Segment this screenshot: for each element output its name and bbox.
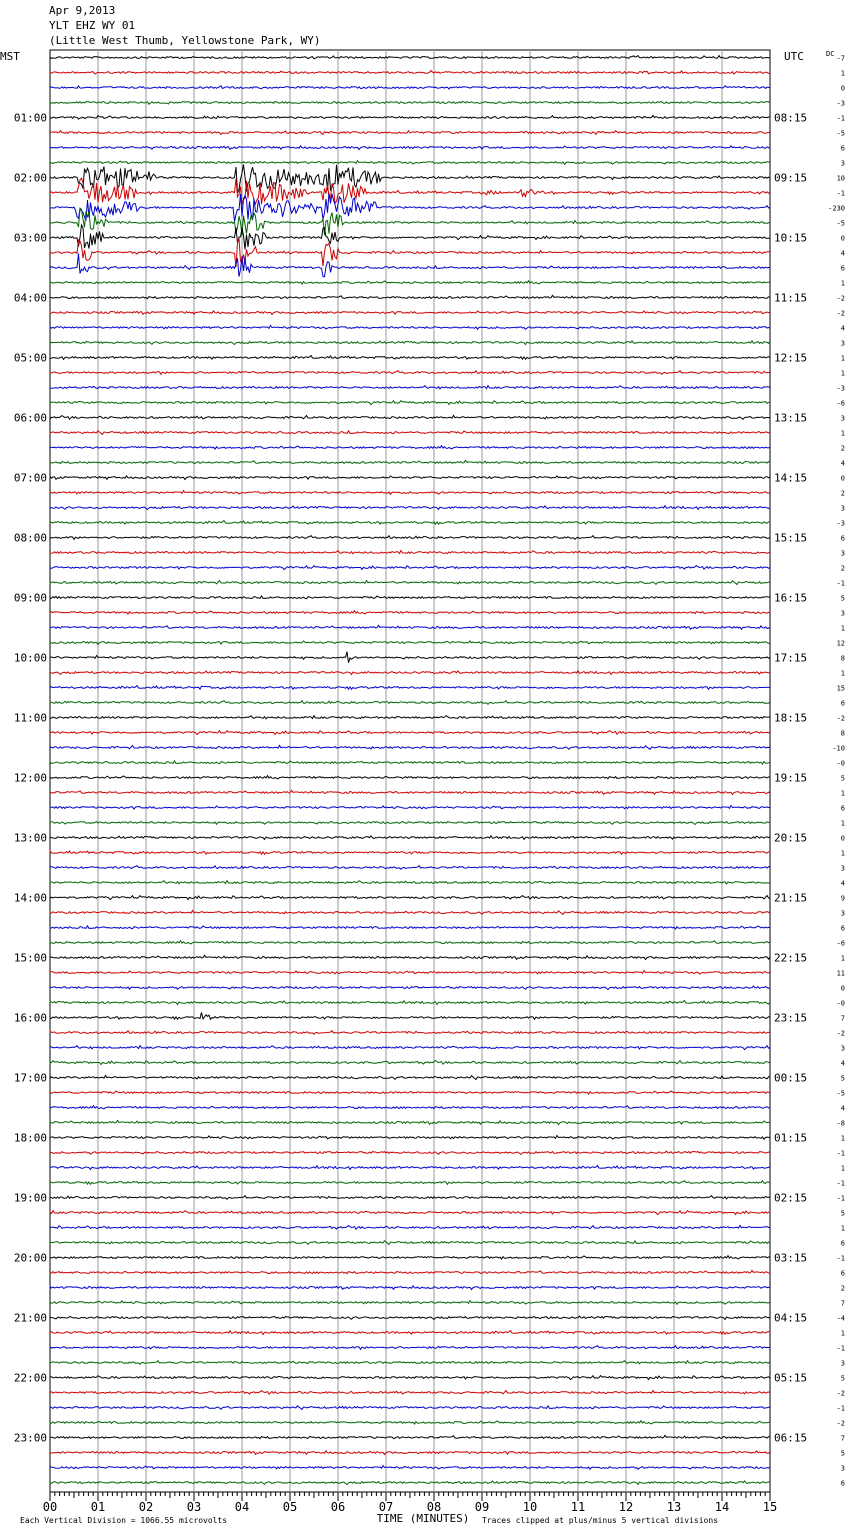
seismic-trace — [50, 311, 770, 315]
seismic-trace — [50, 1301, 770, 1305]
dc-offset-label: -3 — [836, 384, 845, 393]
right-time-label: 03:15 — [774, 1251, 808, 1265]
dc-offset-label: 6 — [840, 264, 845, 273]
dc-offset-label: -8 — [836, 1119, 845, 1128]
dc-offset-label: 6 — [840, 534, 845, 543]
seismic-trace — [50, 566, 770, 570]
dc-offset-label: 3 — [840, 864, 845, 873]
seismic-trace — [50, 866, 770, 870]
right-time-label: 04:15 — [774, 1311, 808, 1325]
dc-offset-label: 1 — [840, 1329, 845, 1338]
dc-offset-label: 5 — [840, 594, 845, 603]
right-time-label: 15:15 — [774, 531, 808, 545]
seismic-trace — [50, 1211, 770, 1215]
x-tick-label: 07 — [378, 1500, 394, 1514]
seismic-trace — [50, 1286, 770, 1290]
dc-offset-label: 0 — [840, 834, 845, 843]
right-time-label: 05:15 — [774, 1371, 808, 1385]
seismic-trace — [50, 356, 770, 360]
dc-offset-label: 3 — [840, 909, 845, 918]
dc-offset-label: -2 — [836, 1389, 845, 1398]
seismic-trace — [50, 401, 770, 405]
left-time-label: 10:00 — [13, 651, 47, 665]
seismic-trace — [50, 1406, 770, 1410]
dc-offset-label: 5 — [840, 774, 845, 783]
dc-offset-label: 4 — [840, 879, 845, 888]
left-time-label: 07:00 — [13, 471, 47, 485]
dc-offset-label: -5 — [836, 1089, 845, 1098]
seismic-trace — [50, 761, 770, 764]
dc-offset-label: 10 — [836, 174, 845, 183]
dc-offset-label: -1 — [836, 1149, 845, 1158]
dc-offset-label: 6 — [840, 804, 845, 813]
dc-offset-label: -1 — [836, 1404, 845, 1413]
x-tick-label: 11 — [570, 1500, 586, 1514]
x-tick-label: 09 — [474, 1500, 490, 1514]
left-time-label: 20:00 — [13, 1251, 47, 1265]
left-time-label: 22:00 — [13, 1371, 47, 1385]
dc-offset-label: 3 — [840, 414, 845, 423]
seismic-trace — [50, 1391, 770, 1395]
left-time-label: 16:00 — [13, 1011, 47, 1025]
dc-offset-label: 2 — [840, 1284, 845, 1293]
seismic-trace — [50, 521, 770, 525]
x-axis-title: TIME (MINUTES) — [376, 1512, 470, 1525]
footer-scale-note: Each Vertical Division = 1066.55 microvolts — [20, 1516, 228, 1525]
dc-offset-label: 5 — [840, 1074, 845, 1083]
dc-offset-label: -6 — [836, 399, 845, 408]
seismic-trace — [50, 716, 770, 719]
x-tick-label: 03 — [186, 1500, 202, 1514]
left-time-label: 03:00 — [13, 231, 47, 245]
dc-offset-label: 6 — [840, 699, 845, 708]
seismic-trace — [50, 238, 770, 267]
seismic-trace — [50, 911, 770, 915]
seismic-trace — [50, 295, 770, 298]
seismic-trace — [50, 1481, 770, 1485]
seismic-trace — [50, 1226, 770, 1230]
left-axis-label: MST — [0, 50, 20, 63]
left-time-label: 14:00 — [13, 891, 47, 905]
dc-offset-label: 1 — [840, 1164, 845, 1173]
x-tick-label: 15 — [762, 1500, 778, 1514]
seismic-trace — [50, 790, 770, 794]
x-tick-label: 05 — [282, 1500, 298, 1514]
dc-offset-label: 4 — [840, 324, 845, 333]
seismic-trace — [50, 164, 770, 193]
seismic-trace — [50, 1046, 770, 1050]
seismic-trace — [50, 460, 770, 463]
seismic-trace — [50, 178, 770, 204]
seismic-trace — [50, 1001, 770, 1005]
left-time-label: 06:00 — [13, 411, 47, 425]
right-time-label: 21:15 — [774, 891, 808, 905]
seismic-trace — [50, 326, 770, 330]
right-time-label: 00:15 — [774, 1071, 808, 1085]
station-code: YLT EHZ WY 01 — [49, 19, 136, 32]
seismic-trace — [50, 926, 770, 929]
right-time-label: 19:15 — [774, 771, 808, 785]
x-tick-label: 08 — [426, 1500, 442, 1514]
dc-offset-label: 3 — [840, 1044, 845, 1053]
dc-offset-label: 8 — [840, 654, 845, 663]
seismic-trace — [50, 671, 770, 675]
seismic-trace — [50, 446, 770, 449]
dc-offset-label: 7 — [840, 1434, 845, 1443]
dc-offset-label: 6 — [840, 1239, 845, 1248]
left-time-label: 19:00 — [13, 1191, 47, 1205]
x-tick-label: 10 — [522, 1500, 538, 1514]
seismic-trace — [50, 193, 770, 221]
dc-offset-label: 1 — [840, 624, 845, 633]
seismic-trace — [50, 1076, 770, 1080]
right-time-label: 22:15 — [774, 951, 808, 965]
dc-offset-label: 5 — [840, 1209, 845, 1218]
seismic-trace — [50, 1241, 770, 1245]
dc-offset-label: 7 — [840, 1299, 845, 1308]
seismic-trace — [50, 431, 770, 435]
right-axis-label: UTC — [784, 50, 804, 63]
seismic-trace — [50, 1181, 770, 1185]
dc-offset-label: 4 — [840, 1059, 845, 1068]
dc-offset-label: -1 — [836, 1194, 845, 1203]
seismic-trace — [50, 506, 770, 510]
dc-offset-label: 6 — [840, 1479, 845, 1488]
seismic-trace — [50, 1421, 770, 1424]
seismic-trace — [50, 986, 770, 990]
seismic-trace — [50, 971, 770, 975]
left-time-label: 11:00 — [13, 711, 47, 725]
left-time-label: 09:00 — [13, 591, 47, 605]
dc-offset-label: -5 — [836, 129, 845, 138]
seismic-trace — [50, 1256, 770, 1259]
dc-offset-label: -1 — [836, 1254, 845, 1263]
seismic-trace — [50, 131, 770, 135]
left-time-label: 21:00 — [13, 1311, 47, 1325]
seismic-trace — [50, 836, 770, 840]
dc-offset-label: 1 — [840, 669, 845, 678]
seismic-trace — [50, 1151, 770, 1155]
dc-offset-label: -1 — [836, 579, 845, 588]
seismic-trace — [50, 1361, 770, 1365]
dc-offset-label: -5 — [836, 219, 845, 228]
seismic-trace — [50, 686, 770, 690]
dc-offset-label: 4 — [840, 459, 845, 468]
seismic-trace — [50, 386, 770, 389]
dc-offset-label: -1 — [836, 189, 845, 198]
x-tick-label: 01 — [90, 1500, 106, 1514]
right-time-label: 13:15 — [774, 411, 808, 425]
x-tick-label: 13 — [666, 1500, 682, 1514]
right-time-label: 11:15 — [774, 291, 808, 305]
dc-offset-label: 6 — [840, 1269, 845, 1278]
seismic-trace — [50, 1316, 770, 1320]
x-tick-label: 14 — [714, 1500, 730, 1514]
dc-offset-label: -3 — [836, 519, 845, 528]
right-time-label: 09:15 — [774, 171, 808, 185]
x-tick-label: 00 — [42, 1500, 58, 1514]
right-time-label: 18:15 — [774, 711, 808, 725]
seismic-trace — [50, 225, 770, 249]
seismic-trace — [50, 86, 770, 89]
dc-offset-label: 6 — [840, 924, 845, 933]
dc-offset-label: 3 — [840, 1464, 845, 1473]
dc-offset-label: 15 — [836, 684, 845, 693]
plot-date: Apr 9,2013 — [49, 4, 116, 17]
dc-offset-label: -6 — [836, 939, 845, 948]
station-location: (Little West Thumb, Yellowstone Park, WY) — [49, 34, 321, 47]
dc-offset-label: 1 — [840, 369, 845, 378]
seismic-trace — [50, 701, 770, 705]
dc-offset-label: 3 — [840, 549, 845, 558]
seismic-trace — [50, 746, 770, 750]
dc-offset-label: 1 — [840, 69, 845, 78]
dc-offset-label: 7 — [840, 1014, 845, 1023]
seismic-trace — [50, 115, 770, 119]
dc-offset-label: -1 — [836, 1344, 845, 1353]
left-time-label: 17:00 — [13, 1071, 47, 1085]
seismic-trace — [50, 281, 770, 284]
dc-offset-label: 1 — [840, 1224, 845, 1233]
right-time-label: 02:15 — [774, 1191, 808, 1205]
seismic-trace — [50, 652, 770, 663]
seismic-trace — [50, 896, 770, 900]
seismic-trace — [50, 71, 770, 75]
seismic-trace — [50, 476, 770, 480]
left-time-label: 13:00 — [13, 831, 47, 845]
dc-offset-label: 1 — [840, 849, 845, 858]
seismic-trace — [50, 625, 770, 629]
seismic-trace — [50, 1376, 770, 1380]
dc-offset-label: 12 — [836, 639, 845, 648]
seismic-trace — [50, 611, 770, 614]
dc-offset-label: -230 — [828, 204, 845, 213]
seismic-trace — [50, 416, 770, 420]
seismic-trace — [50, 776, 770, 779]
seismic-trace — [50, 1091, 770, 1094]
seismic-trace — [50, 1346, 770, 1350]
left-time-label: 08:00 — [13, 531, 47, 545]
dc-offset-label: -1 — [836, 114, 845, 123]
seismic-trace — [50, 581, 770, 585]
seismic-trace — [50, 254, 770, 277]
seismic-trace — [50, 1120, 770, 1124]
dc-offset-label: 3 — [840, 159, 845, 168]
dc-offset-label: -2 — [836, 714, 845, 723]
dc-offset-label: 4 — [840, 249, 845, 258]
left-time-label: 23:00 — [13, 1431, 47, 1445]
dc-offset-label: 3 — [840, 339, 845, 348]
dc-offset-label: -2 — [836, 309, 845, 318]
dc-offset-label: -2 — [836, 1419, 845, 1428]
dc-offset-label: -2 — [836, 1029, 845, 1038]
seismic-trace — [50, 1061, 770, 1065]
right-time-label: 01:15 — [774, 1131, 808, 1145]
dc-offset-label: 4 — [840, 1104, 845, 1113]
seismic-trace — [50, 208, 770, 235]
seismic-trace — [50, 102, 770, 105]
left-time-label: 18:00 — [13, 1131, 47, 1145]
seismic-trace — [50, 1466, 770, 1470]
left-time-label: 15:00 — [13, 951, 47, 965]
left-time-label: 12:00 — [13, 771, 47, 785]
right-time-label: 06:15 — [774, 1431, 808, 1445]
dc-offset-label: -2 — [836, 294, 845, 303]
seismic-trace — [50, 1270, 770, 1273]
seismic-trace — [50, 1331, 770, 1335]
seismic-trace — [50, 941, 770, 944]
footer-clip-note: Traces clipped at plus/minus 5 vertical divisions — [482, 1516, 719, 1525]
left-time-label: 02:00 — [13, 171, 47, 185]
left-time-label: 05:00 — [13, 351, 47, 365]
dc-offset-label: 3 — [840, 1359, 845, 1368]
right-time-label: 08:15 — [774, 111, 808, 125]
dc-offset-label: 1 — [840, 279, 845, 288]
left-time-label: 04:00 — [13, 291, 47, 305]
dc-offset-label: 0 — [840, 234, 845, 243]
seismic-trace — [50, 371, 770, 375]
x-tick-label: 12 — [618, 1500, 634, 1514]
seismic-trace — [50, 596, 770, 599]
dc-offset-label: 8 — [840, 729, 845, 738]
dc-offset-label: 1 — [840, 1134, 845, 1143]
seismic-trace — [50, 161, 770, 165]
seismic-trace — [50, 1451, 770, 1455]
x-tick-label: 02 — [138, 1500, 154, 1514]
dc-offset-label: 6 — [840, 144, 845, 153]
seismic-trace — [50, 491, 770, 495]
seismic-trace — [50, 56, 770, 59]
seismic-trace — [50, 1136, 770, 1140]
dc-offset-label: 3 — [840, 504, 845, 513]
dc-offset-label: -1 — [836, 1179, 845, 1188]
dc-offset-label: 9 — [840, 894, 845, 903]
seismic-trace — [50, 955, 770, 959]
right-time-label: 10:15 — [774, 231, 808, 245]
seismic-trace — [50, 822, 770, 825]
seismic-trace — [50, 881, 770, 884]
seismic-trace — [50, 851, 770, 855]
dc-offset-label: -0 — [836, 759, 845, 768]
dc-offset-label: -10 — [832, 744, 845, 753]
seismic-trace — [50, 641, 770, 645]
seismic-trace — [50, 806, 770, 810]
dc-offset-label: 1 — [840, 354, 845, 363]
dc-offset-label: 1 — [840, 789, 845, 798]
seismic-trace — [50, 1435, 770, 1438]
right-time-label: 20:15 — [774, 831, 808, 845]
seismic-trace — [50, 1166, 770, 1170]
seismic-trace — [50, 146, 770, 150]
seismic-trace — [50, 1196, 770, 1200]
right-time-label: 14:15 — [774, 471, 808, 485]
dc-offset-label: 0 — [840, 984, 845, 993]
x-tick-label: 06 — [330, 1500, 346, 1514]
right-time-label: 17:15 — [774, 651, 808, 665]
x-tick-label: 04 — [234, 1500, 250, 1514]
right-time-label: 23:15 — [774, 1011, 808, 1025]
dc-offset-label: -0 — [836, 999, 845, 1008]
dc-offset-label: -3 — [836, 99, 845, 108]
dc-offset-label: 0 — [840, 84, 845, 93]
dc-offset-label: 11 — [836, 969, 845, 978]
dc-offset-label: -4 — [836, 1314, 845, 1323]
seismic-trace — [50, 731, 770, 735]
dc-offset-label: -7 — [836, 54, 845, 63]
dc-offset-label: 5 — [840, 1449, 845, 1458]
dc-offset-label: 1 — [840, 429, 845, 438]
seismic-trace — [50, 536, 770, 540]
dc-offset-label: 2 — [840, 489, 845, 498]
left-time-label: 01:00 — [13, 111, 47, 125]
dc-offset-label: 2 — [840, 444, 845, 453]
seismic-trace — [50, 551, 770, 554]
dc-offset-label: 5 — [840, 1374, 845, 1383]
seismic-trace — [50, 1012, 770, 1019]
right-time-label: 12:15 — [774, 351, 808, 365]
dc-offset-label: 2 — [840, 564, 845, 573]
dc-offset-label: 1 — [840, 819, 845, 828]
right-time-label: 16:15 — [774, 591, 808, 605]
seismic-trace — [50, 341, 770, 345]
dc-label: DC — [826, 50, 835, 58]
dc-offset-label: 3 — [840, 609, 845, 618]
seismic-trace — [50, 1031, 770, 1035]
seismic-trace — [50, 1106, 770, 1109]
dc-offset-label: 1 — [840, 954, 845, 963]
dc-offset-label: 0 — [840, 474, 845, 483]
